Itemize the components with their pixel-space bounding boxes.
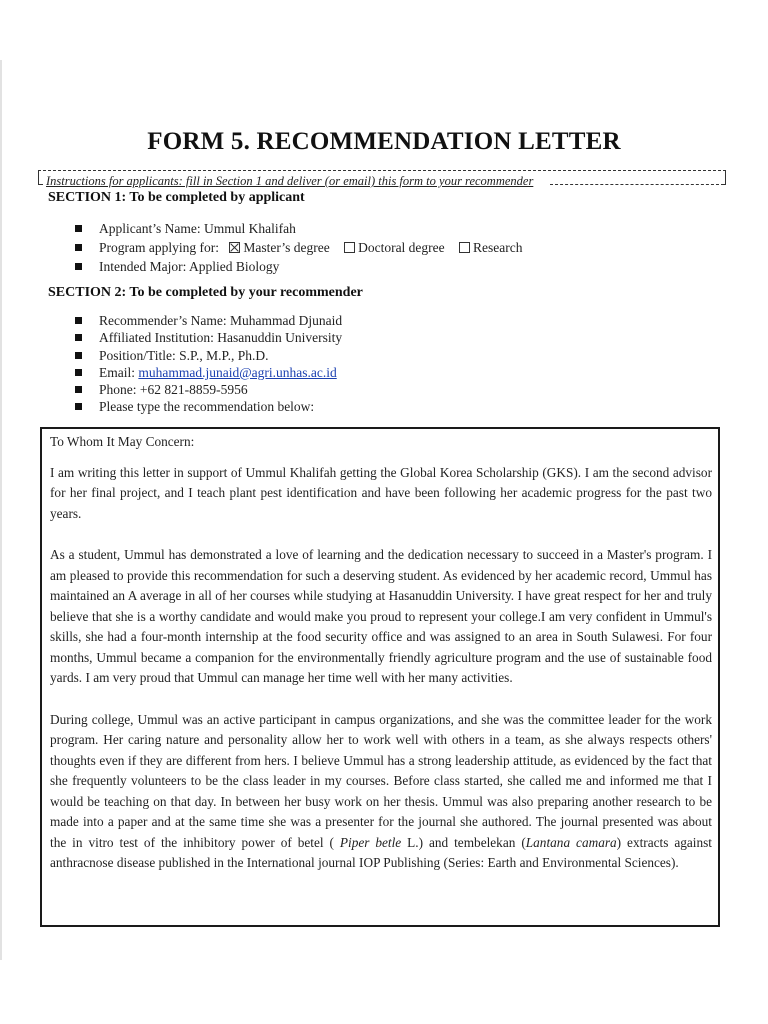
program-option-label: Research (473, 240, 523, 255)
affiliated-institution: Affiliated Institution: Hasanuddin University (99, 330, 343, 346)
dashed-border-bottom (550, 184, 724, 185)
bullet-square-icon (75, 317, 82, 324)
bullet-square-icon (75, 352, 82, 359)
applicant-name: Applicant’s Name: Ummul Khalifah (99, 221, 296, 236)
program-option-doctoral[interactable] (344, 240, 445, 255)
page-edge (0, 60, 2, 960)
program-option-research[interactable] (459, 240, 522, 255)
bullet-square-icon (75, 403, 82, 410)
list-item (72, 381, 342, 398)
checkbox-checked-icon[interactable] (229, 242, 240, 253)
bullet-square-icon (75, 334, 82, 341)
section1-list (72, 219, 534, 276)
recommendation-letter-box (40, 427, 720, 927)
bullet-square-icon (75, 386, 82, 393)
program-label: Program applying for: (99, 240, 219, 255)
list-item (72, 219, 534, 238)
species-name-piper-betle: Piper betle (339, 834, 402, 850)
list-item (72, 238, 534, 257)
program-option-label: Doctoral degree (358, 240, 445, 255)
email-link[interactable]: muhammad.junaid@agri.unhas.ac.id (138, 364, 337, 380)
list-item (72, 347, 342, 364)
list-item (72, 364, 342, 381)
instructions-text: Instructions for applicants: fill in Section 1 and deliver (or email) this form to your recommender (46, 174, 534, 188)
bullet-square-icon (75, 225, 82, 232)
program-option-masters[interactable] (229, 240, 329, 255)
recommender-name: Recommender’s Name: Muhammad Djunaid (99, 313, 343, 328)
paragraph-3-part-2: L.) and tembelekan ( (401, 834, 526, 850)
list-item (72, 398, 342, 415)
checkbox-empty-icon[interactable] (344, 242, 355, 253)
species-name-lantana-camara: Lantana camara (525, 834, 617, 850)
list-item (72, 257, 534, 276)
list-item (72, 312, 342, 329)
paragraph-3-part-1: During college, Ummul was an active participant in campus organizations, and she was the committee leader for the work program. Her caring nature and personality allow her to work well with others in a team, as she always respects others' thoughts even if they are different from hers. I believe Ummul has a strong leadership attitude, as evidenced by the fact that she frequently volunteers to be the class leader in my courses. Before class started, she called me and informed me that I would be teaching on that day. In between her busy work on her thesis. Ummul was also preparing another research to be made into a paper and at the same time she was a presenter for the journal she authored. The journal presented was about the in vitro test of the inhibitory power of betel ( (50, 711, 712, 850)
section1-heading: SECTION 1: To be completed by applicant (48, 190, 305, 205)
instructions-banner (38, 166, 726, 190)
phone: Phone: +62 821-8859-5956 (99, 382, 248, 398)
program-option-label: Master’s degree (243, 240, 330, 255)
letter-paragraph-3 (50, 710, 712, 874)
checkbox-empty-icon[interactable] (459, 242, 470, 253)
bracket-left (38, 170, 43, 185)
letter-salutation: To Whom It May Concern: (50, 434, 195, 449)
paragraph-3-part-3: ) extracts against anthracnose disease published in the International journal IOP Publishing (Series: Earth and Environmental Sciences). (50, 834, 712, 870)
section2-heading: SECTION 2: To be completed by your recommender (48, 285, 363, 300)
bullet-square-icon (75, 263, 82, 270)
letter-paragraph-2: As a student, Ummul has demonstrated a love of learning and the dedication necessary to succeed in a Master's program. I am pleased to provide this recommendation for such a deserving student. As evidenced by her academic record, Ummul has maintained an A average in all of her courses while studying at Hasanuddin University. I have great respect for her and truly believe that she is a worthy candidate and would make you proud to represent your college.I am very confident in Ummul's skills, she had a four-month internship at the food security office and was assigned to an area in South Sulawesi. For four months, Ummul became a companion for the environmentally friendly agriculture program and the use of sustainable food yards. I am very proud that Ummul can manage her time well with her many activities. (50, 547, 712, 685)
dashed-border-top (38, 170, 726, 171)
position-title: Position/Title: S.P., M.P., Ph.D. (99, 347, 269, 363)
bullet-square-icon (75, 369, 82, 376)
list-item (72, 329, 342, 346)
bracket-right (721, 170, 726, 185)
page-title: FORM 5. RECOMMENDATION LETTER (147, 128, 621, 155)
intended-major: Intended Major: Applied Biology (99, 259, 280, 274)
email-label: Email: (99, 364, 139, 380)
letter-paragraph-1: I am writing this letter in support of Ummul Khalifah getting the Global Korea Scholarship (GKS). I am the second advisor for her final project, and I teach plant pest identification and have been following her academic progress for the past two years. (50, 464, 712, 521)
section2-list (72, 312, 342, 416)
bullet-square-icon (75, 244, 82, 251)
type-below-instruction: Please type the recommendation below: (99, 399, 315, 415)
